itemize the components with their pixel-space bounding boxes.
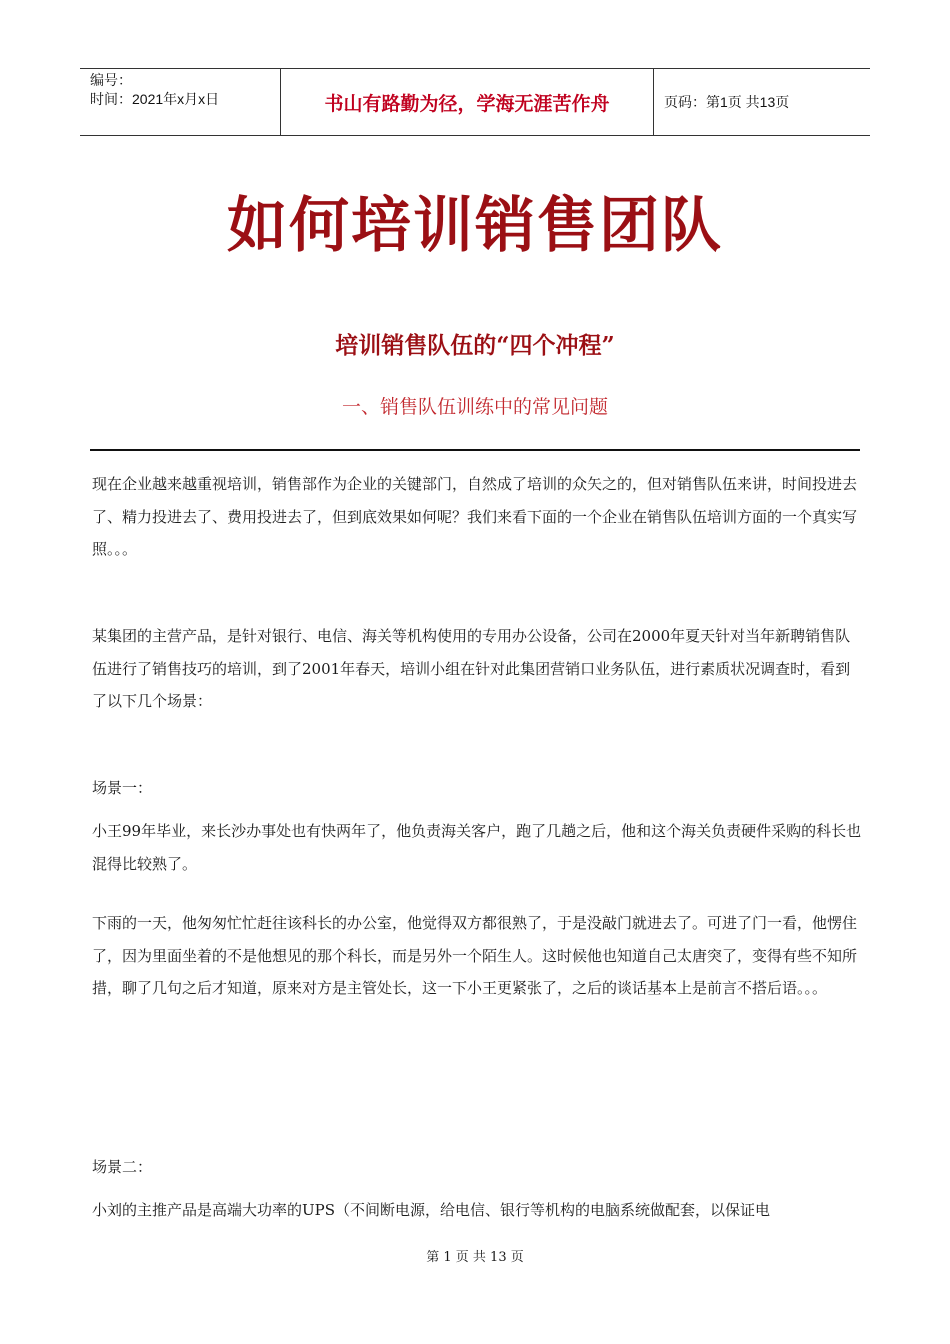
paragraph-scene-one-b: 下雨的一天，他匆匆忙忙赶往该科长的办公室，他觉得双方都很熟了，于是没敲门就进去了。可进了门一看，他愣住了，因为里面坐着的不是他想见的那个科长，而是另外一个陌生人。这时候他也知道自己太唐突了，变得有些不知所措，聊了几句之后才知道，原来对方是主管处长，这一下小王更紧张了，之后的谈话基本上是前言不搭后语。。。 — [92, 914, 858, 997]
document-subtitle: 培训销售队伍的“四个冲程” — [335, 332, 615, 359]
section-title: 一、销售队伍训练中的常见问题 — [341, 396, 608, 418]
document-number-label: 编号： — [90, 72, 132, 88]
header-page-info: 页码：第1页 共13页 — [664, 94, 790, 110]
page-header — [80, 68, 870, 136]
scene-one-heading: 场景一： — [92, 779, 153, 797]
section-divider — [90, 449, 860, 451]
header-motto: 书山有路勤为径，学海无涯苦作舟 — [281, 69, 654, 135]
page-footer: 第 1 页 共 13 页 — [426, 1250, 524, 1265]
scene-two-heading: 场景二： — [92, 1158, 153, 1176]
paragraph-scene-two: 小刘的主推产品是高端大功率的UPS（不间断电源，给电信、银行等机构的电脑系统做配套，以保证电 — [92, 1201, 771, 1219]
document-title: 如何培训销售团队 — [227, 191, 723, 261]
document-time-label: 时间：2021年x月x日 — [90, 91, 220, 107]
header-meta — [80, 69, 281, 135]
paragraph-scene-one-a: 小王99年毕业，来长沙办事处也有快两年了，他负责海关客户，跑了几趟之后，他和这个海关负责硬件采购的科长也混得比较熟了。 — [92, 822, 862, 873]
paragraph-intro: 现在企业越来越重视培训，销售部作为企业的关键部门，自然成了培训的众矢之的，但对销售队伍来讲，时间投进去了、精力投进去了、费用投进去了，但到底效果如何呢？我们来看下面的一个企业在销售队伍培训方面的一个真实写照。。。 — [92, 475, 858, 558]
paragraph-background: 某集团的主营产品，是针对银行、电信、海关等机构使用的专用办公设备，公司在2000年夏天针对当年新聘销售队伍进行了销售技巧的培训，到了2001年春天，培训小组在针对此集团营销口业务队伍，进行素质状况调查时，看到了以下几个场景： — [92, 627, 851, 710]
